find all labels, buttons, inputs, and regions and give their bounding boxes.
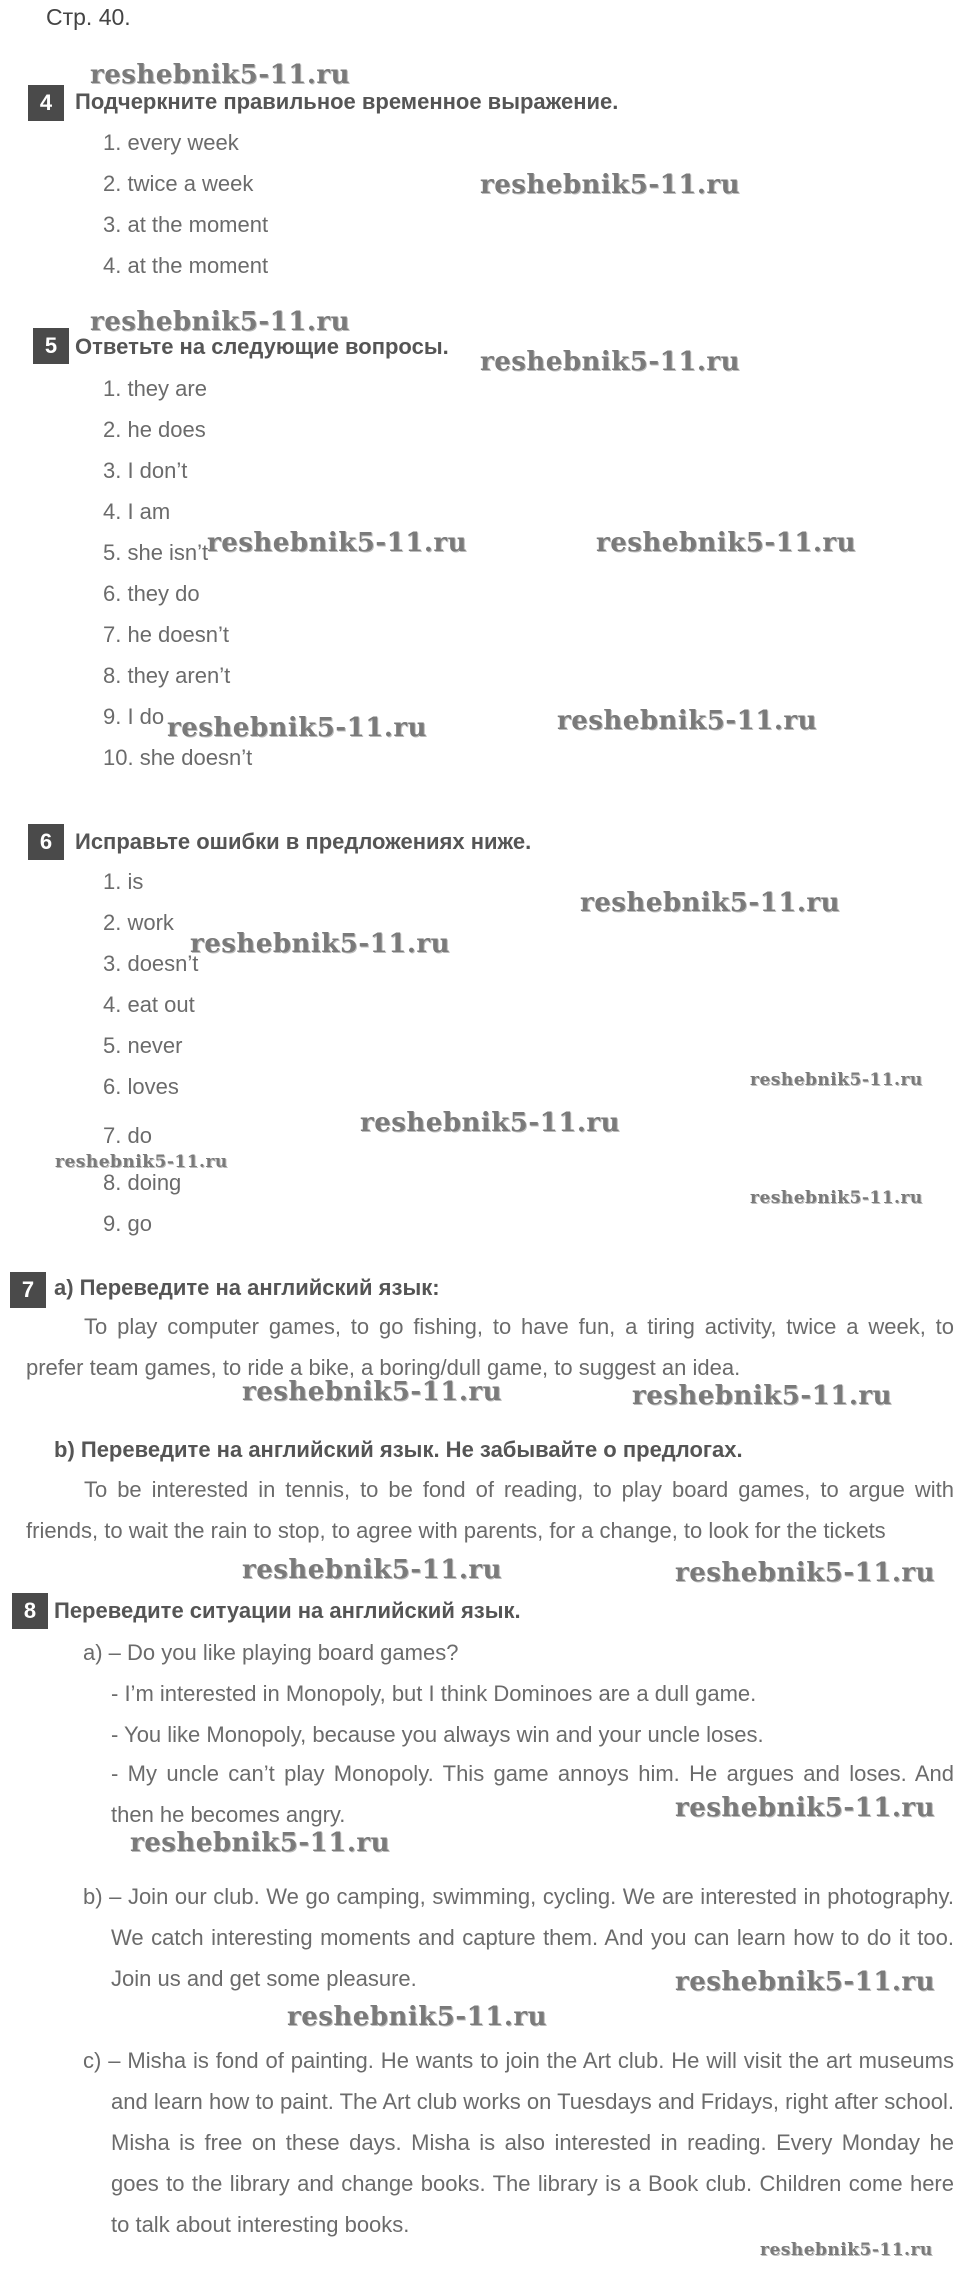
exercise-6-title: Исправьте ошибки в предложениях ниже. (75, 829, 532, 854)
watermark: reshebnik5-11.ru (750, 1070, 923, 1090)
exercise-6-item: 1. is (103, 869, 144, 894)
exercise-8c-text: c) – Misha is fond of painting. He wants to join the Art club. He will visit the art museums and learn how to paint. The Art club works on Tuesdays and Fridays, right after school. Misha is free on these days. Misha is also interested in reading. Every Monday he goes to the library and change books. The library is a Book club. Children come here to talk about interesting books. (83, 2048, 954, 2237)
watermark: reshebnik5-11.ru (167, 713, 428, 743)
watermark: reshebnik5-11.ru (480, 170, 741, 200)
exercise-6-item: 3. doesn’t (103, 951, 199, 976)
watermark: reshebnik5-11.ru (242, 1555, 503, 1585)
exercise-6-item: 5. never (103, 1033, 183, 1058)
watermark: reshebnik5-11.ru (480, 347, 741, 377)
watermark: reshebnik5-11.ru (207, 528, 468, 558)
exercise-7-badge: 7 (10, 1272, 46, 1308)
watermark: reshebnik5-11.ru (580, 888, 841, 918)
exercise-6-item: 2. work (103, 910, 174, 935)
exercise-6-item: 8. doing (103, 1170, 182, 1195)
exercise-5-item: 4. I am (103, 499, 171, 524)
page-number: Стр. 40. (46, 4, 131, 30)
exercise-7b-text: To be interested in tennis, to be fond of reading, to play board games, to argue with friends, to wait the rain to stop, to agree with parents, for a change, to look for the tickets (26, 1477, 954, 1543)
exercise-6-item: 6. loves (103, 1074, 179, 1099)
exercise-8-badge: 8 (12, 1593, 48, 1629)
exercise-8-title: Переведите ситуации на английский язык. (54, 1598, 521, 1623)
watermark: reshebnik5-11.ru (287, 2002, 548, 2032)
watermark: reshebnik5-11.ru (242, 1377, 503, 1407)
exercise-4-item: 4. at the moment (103, 253, 269, 278)
watermark: reshebnik5-11.ru (90, 307, 351, 337)
exercise-8a-line: - You like Monopoly, because you always win and your uncle loses. (111, 1722, 764, 1747)
exercise-5-item: 1. they are (103, 376, 207, 401)
exercise-8b-text: b) – Join our club. We go camping, swimming, cycling. We are interested in photography. We catch interesting moments and capture them. And you can learn how to do it too. Join us and get some pleasure. (83, 1884, 954, 1991)
exercise-5-item: 10. she doesn’t (103, 745, 253, 770)
exercise-7a-title: a) Переведите на английский язык: (54, 1275, 440, 1300)
watermark: reshebnik5-11.ru (360, 1108, 621, 1138)
exercise-5-item: 6. they do (103, 581, 200, 606)
exercise-4-badge: 4 (28, 85, 64, 121)
watermark: reshebnik5-11.ru (675, 1967, 936, 1997)
watermark: reshebnik5-11.ru (675, 1558, 936, 1588)
watermark: reshebnik5-11.ru (55, 1152, 228, 1172)
exercise-8a-line: a) – Do you like playing board games? (83, 1640, 459, 1665)
exercise-6-item: 9. go (103, 1211, 152, 1236)
exercise-5-badge: 5 (33, 328, 69, 364)
exercise-5-item: 3. I don’t (103, 458, 188, 483)
exercise-8a-line: - I’m interested in Monopoly, but I think Dominoes are a dull game. (111, 1681, 757, 1706)
watermark: reshebnik5-11.ru (557, 706, 818, 736)
exercise-5-item: 7. he doesn’t (103, 622, 229, 647)
watermark: reshebnik5-11.ru (760, 2240, 933, 2260)
watermark: reshebnik5-11.ru (190, 929, 451, 959)
exercise-4-title: Подчеркните правильное временное выражение. (75, 89, 619, 114)
exercise-5-title: Ответьте на следующие вопросы. (75, 334, 449, 359)
exercise-5-item: 8. they aren’t (103, 663, 231, 688)
exercise-8a-line: - My uncle can’t play Monopoly. This game annoys him. He argues and loses. And then he becomes angry. (111, 1761, 954, 1827)
watermark: reshebnik5-11.ru (675, 1793, 936, 1823)
exercise-6-item: 4. eat out (103, 992, 195, 1017)
exercise-5-item: 2. he does (103, 417, 206, 442)
exercise-5-item: 9. I do (103, 704, 165, 729)
exercise-6-badge: 6 (28, 824, 64, 860)
watermark: reshebnik5-11.ru (632, 1381, 893, 1411)
watermark: reshebnik5-11.ru (130, 1828, 391, 1858)
exercise-7b-title: b) Переведите на английский язык. Не забывайте о предлогах. (54, 1437, 743, 1462)
watermark: reshebnik5-11.ru (750, 1188, 923, 1208)
watermark: reshebnik5-11.ru (90, 60, 351, 90)
exercise-4-item: 1. every week (103, 130, 239, 155)
exercise-6-item: 7. do (103, 1123, 152, 1148)
exercise-5-item: 5. she isn’t (103, 540, 209, 565)
exercise-7a-text: To play computer games, to go fishing, to have fun, a tiring activity, twice a week, to prefer team games, to ride a bike, a boring/dull game, to suggest an idea. (26, 1314, 954, 1380)
watermark: reshebnik5-11.ru (596, 528, 857, 558)
exercise-4-item: 3. at the moment (103, 212, 269, 237)
exercise-4-item: 2. twice a week (103, 171, 254, 196)
